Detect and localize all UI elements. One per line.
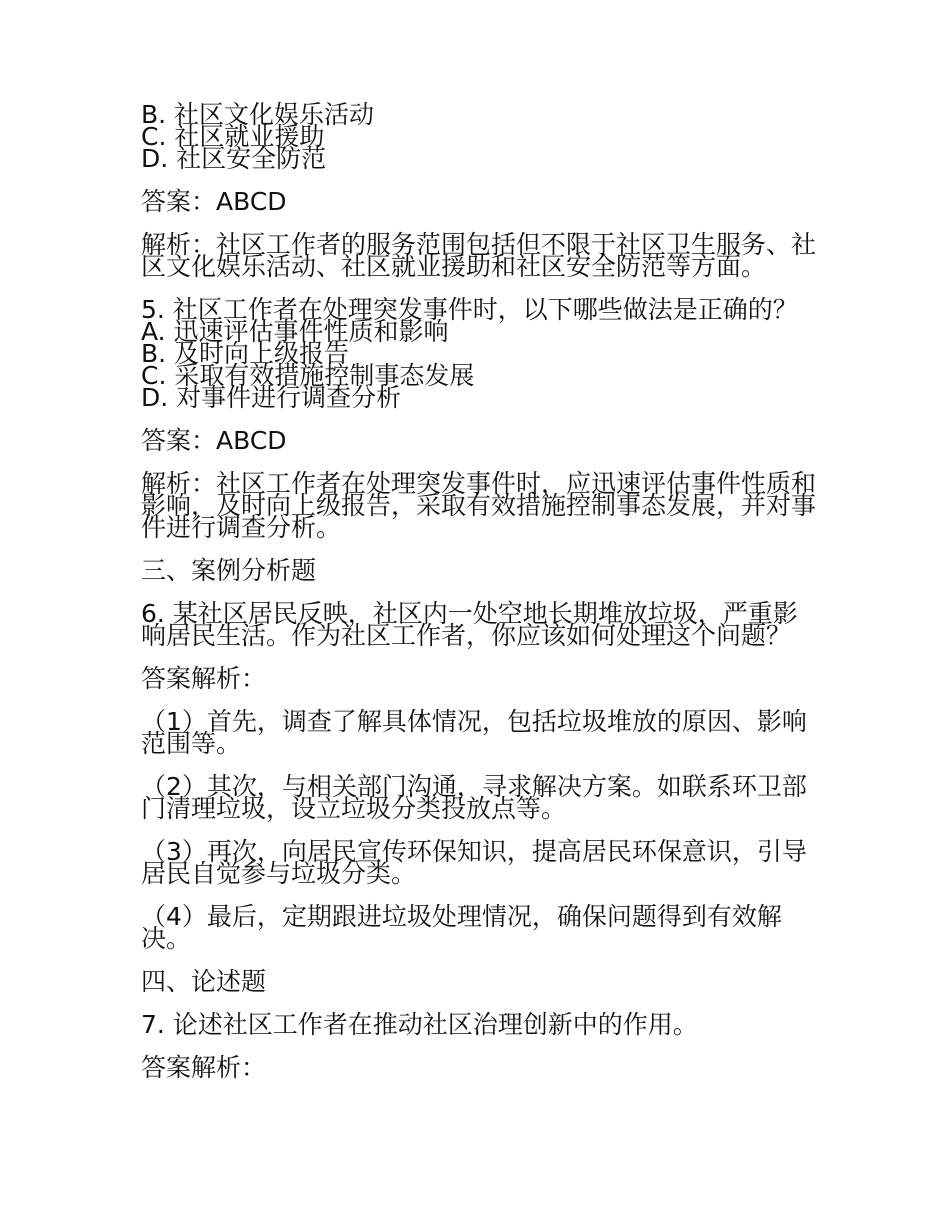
question-text: 7. 论述社区工作者在推动社区治理创新中的作用。 xyxy=(141,1010,698,1039)
answer-5 xyxy=(141,426,821,455)
step-2 xyxy=(141,772,821,823)
step-3 xyxy=(141,837,821,888)
step-line: （3）再次，向居民宣传环保知识，提高居民环保意识，引导 xyxy=(141,837,807,866)
analysis-line: 解析：社区工作者在处理突发事件时，应迅速评估事件性质和 xyxy=(141,469,817,498)
question-text: 6. 某社区居民反映，社区内一处空地长期堆放垃圾，严重影 xyxy=(141,599,798,628)
answer-analysis-label-6 xyxy=(141,664,821,693)
step-4 xyxy=(141,902,821,953)
step-line: 居民自觉参与垃圾分类。 xyxy=(141,859,417,888)
question-5 xyxy=(141,295,821,412)
option-b: B. 及时向上级报告 xyxy=(141,339,350,368)
section-title: 三、案例分析题 xyxy=(141,556,317,585)
question-text: 响居民生活。作为社区工作者，你应该如何处理这个问题？ xyxy=(141,621,792,650)
step-1 xyxy=(141,707,821,758)
step-line: （4）最后，定期跟进垃圾处理情况，确保问题得到有效解 xyxy=(141,902,782,931)
section-title: 四、论述题 xyxy=(141,967,267,996)
option-c: C. 社区就业援助 xyxy=(141,122,325,151)
option-b: B. 社区文化娱乐活动 xyxy=(141,100,375,129)
section-heading-3 xyxy=(141,556,821,585)
step-line: （2）其次，与相关部门沟通，寻求解决方案。如联系环卫部 xyxy=(141,772,807,801)
analysis-line: 解析：社区工作者的服务范围包括但不限于社区卫生服务、社 xyxy=(141,230,817,259)
analysis-line: 区文化娱乐活动、社区就业援助和社区安全防范等方面。 xyxy=(141,252,767,281)
step-line: （1）首先，调查了解具体情况，包括垃圾堆放的原因、影响 xyxy=(141,707,807,736)
analysis-line: 影响，及时向上级报告，采取有效措施控制事态发展，并对事 xyxy=(141,491,817,520)
answer-analysis-label: 答案解析： xyxy=(141,1053,267,1082)
document-page xyxy=(141,100,821,1100)
answer-analysis-label-7 xyxy=(141,1053,821,1082)
answer-4 xyxy=(141,187,821,216)
options-block-4 xyxy=(141,100,821,173)
step-line: 范围等。 xyxy=(141,729,242,758)
analysis-4 xyxy=(141,230,821,281)
question-text: 5. 社区工作者在处理突发事件时，以下哪些做法是正确的？ xyxy=(141,295,798,324)
analysis-5 xyxy=(141,469,821,542)
step-line: 决。 xyxy=(141,924,192,953)
question-6 xyxy=(141,599,821,650)
analysis-line: 件进行调查分析。 xyxy=(141,513,342,542)
option-a: A. 迅速评估事件性质和影响 xyxy=(141,317,449,346)
answer-line: 答案：ABCD xyxy=(141,187,287,216)
option-d: D. 对事件进行调查分析 xyxy=(141,383,402,412)
answer-line: 答案：ABCD xyxy=(141,426,287,455)
answer-analysis-label: 答案解析： xyxy=(141,664,267,693)
section-heading-4 xyxy=(141,967,821,996)
option-d: D. 社区安全防范 xyxy=(141,144,327,173)
option-c: C. 采取有效措施控制事态发展 xyxy=(141,361,475,390)
question-7 xyxy=(141,1010,821,1039)
step-line: 门清理垃圾，设立垃圾分类投放点等。 xyxy=(141,794,567,823)
